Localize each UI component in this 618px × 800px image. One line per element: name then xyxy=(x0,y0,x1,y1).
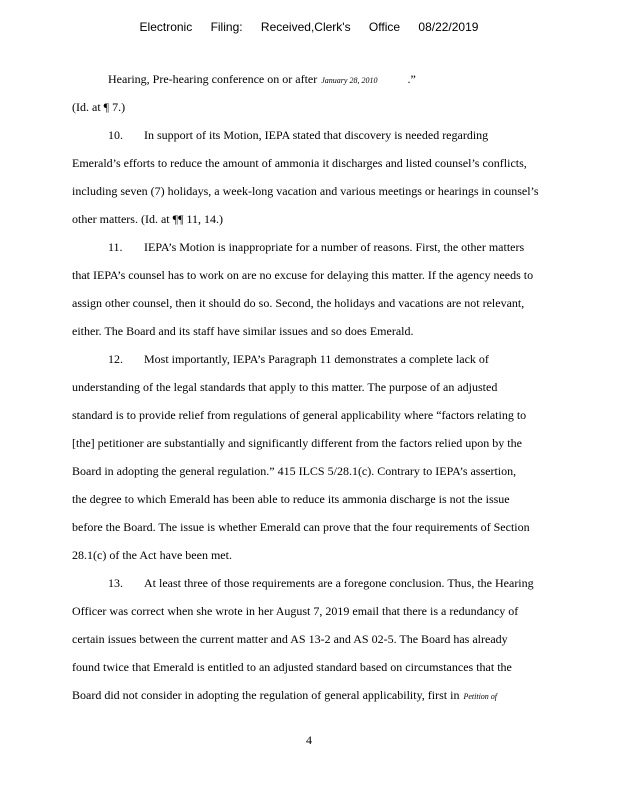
text-line xyxy=(72,212,223,227)
text-line xyxy=(72,268,533,283)
line-text: [the] petitioner are substantially and significantly different from the factors relied upon by the xyxy=(72,436,522,450)
text-line xyxy=(72,660,512,675)
text-line xyxy=(72,100,125,115)
header-part: Electronic xyxy=(139,20,193,34)
paragraph-first-line xyxy=(108,352,489,367)
line-text: Officer was correct when she wrote in her August 7, 2019 email that there is a redundancy of xyxy=(72,604,519,618)
text-line xyxy=(72,492,510,507)
line-text: certain issues between the current matter and AS 13-2 and AS 02-5. The Board has already xyxy=(72,632,508,646)
text-line xyxy=(72,408,526,423)
line-text: standard is to provide relief from regulations of general applicability where “factors relating to xyxy=(72,408,527,422)
line-text: the degree to which Emerald has been able to reduce its ammonia discharge is not the issue xyxy=(72,492,510,506)
page-number: 4 xyxy=(306,733,312,747)
header-part: Filing: xyxy=(210,20,243,34)
text-line xyxy=(72,156,527,171)
line-text: Emerald’s efforts to reduce the amount of ammonia it discharges and listed counsel’s conflicts, xyxy=(72,156,527,170)
paragraph-first-line xyxy=(108,128,488,143)
line-text: Board did not consider in adopting the regulation of general applicability, first in xyxy=(72,688,460,702)
line-text: Board in adopting the general regulation.” 415 ILCS 5/28.1(c). Contrary to IEPA’s assertion, xyxy=(72,464,517,478)
text-line xyxy=(72,548,232,563)
line-text: IEPA’s Motion is inappropriate for a number of reasons. First, the other matters xyxy=(144,240,525,254)
text-line xyxy=(72,520,530,535)
text-line xyxy=(72,184,539,199)
header-part: Received,Clerk's xyxy=(260,20,351,34)
line-text: Hearing, Pre-hearing conference on or after xyxy=(108,72,318,86)
line-extra-text: Petition of xyxy=(463,692,498,701)
paragraph-number: 10. xyxy=(108,128,123,142)
paragraph-first-line xyxy=(108,240,524,255)
line-text: that IEPA’s counsel has to work on are no excuse for delaying this matter. If the agency needs to xyxy=(72,268,534,282)
line-text: 28.1(c) of the Act have been met. xyxy=(72,548,232,562)
line-tail-text: .” xyxy=(407,72,416,86)
header-part: Office xyxy=(368,20,401,34)
text-line xyxy=(72,296,524,311)
text-line xyxy=(72,688,497,703)
line-text: either. The Board and its staff have similar issues and so does Emerald. xyxy=(72,324,414,338)
line-text: other matters. (Id. at ¶¶ 11, 14.) xyxy=(72,212,224,226)
line-text: assign other counsel, then it should do so. Second, the holidays and vacations are not relevant, xyxy=(72,296,525,310)
text-line xyxy=(72,464,516,479)
line-text: before the Board. The issue is whether Emerald can prove that the four requirements of Section xyxy=(72,520,530,534)
text-line xyxy=(72,604,518,619)
text-line xyxy=(108,72,416,87)
paragraph-first-line xyxy=(108,576,534,591)
line-extra-text: January 28, 2010 xyxy=(321,76,378,85)
paragraph-number: 12. xyxy=(108,352,123,366)
text-line xyxy=(72,324,413,339)
paragraph-number: 13. xyxy=(108,576,123,590)
line-text: (Id. at ¶ 7.) xyxy=(72,100,126,114)
text-line xyxy=(72,380,497,395)
line-text: understanding of the legal standards that apply to this matter. The purpose of an adjusted xyxy=(72,380,498,394)
paragraph-number: 11. xyxy=(108,240,123,254)
line-text: Most importantly, IEPA’s Paragraph 11 demonstrates a complete lack of xyxy=(144,352,489,366)
line-text: At least three of those requirements are a foregone conclusion. Thus, the Hearing xyxy=(144,576,534,590)
line-text: including seven (7) holidays, a week-long vacation and various meetings or hearings in counsel’s xyxy=(72,184,539,198)
line-text: found twice that Emerald is entitled to an adjusted standard based on circumstances that the xyxy=(72,660,512,674)
line-text: In support of its Motion, IEPA stated that discovery is needed regarding xyxy=(144,128,489,142)
filing-header xyxy=(0,20,618,34)
header-part: 08/22/2019 xyxy=(418,20,479,34)
text-line xyxy=(72,436,522,451)
text-line xyxy=(72,632,508,647)
